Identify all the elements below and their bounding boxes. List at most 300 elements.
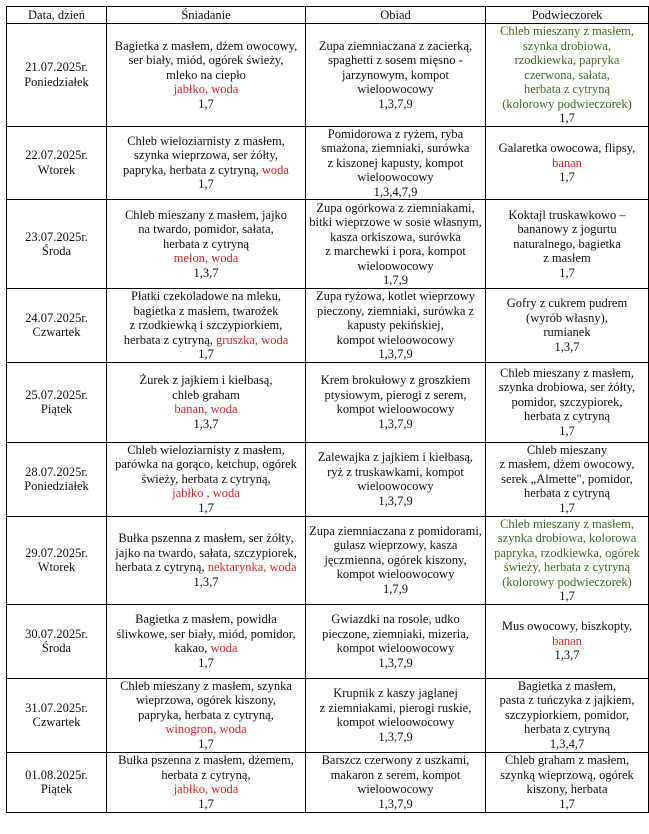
- menu-row: [7, 678, 649, 752]
- lunch-line: [309, 347, 482, 362]
- menu-text: 1,7: [559, 111, 575, 125]
- snack-line: [489, 141, 645, 156]
- snack-cell: [486, 126, 649, 200]
- lunch-line: [309, 259, 482, 274]
- lunch-line: [309, 753, 482, 768]
- lunch-line: [309, 730, 482, 745]
- lunch-line: [309, 53, 482, 68]
- date-text: 30.07.2025r.: [25, 626, 88, 641]
- header-snack: Podwieczorek: [486, 7, 649, 24]
- breakfast-line: [110, 208, 302, 223]
- breakfast-cell: [107, 200, 306, 289]
- menu-text: szczypiorkiem, pomidor,: [504, 707, 630, 722]
- date-text: 31.07.2025r.: [25, 700, 88, 715]
- menu-row: [7, 289, 649, 363]
- menu-text: 1,3,7: [554, 648, 580, 663]
- breakfast-line: [110, 402, 302, 417]
- colorful-snack-text: Chleb mieszany z masłem,: [500, 24, 634, 38]
- lunch-line: [309, 289, 482, 304]
- menu-text: gulasz wieprzowy, kasza: [333, 538, 458, 553]
- lunch-line: [309, 201, 482, 216]
- menu-text: serek „Almette", pomidor,: [501, 471, 633, 486]
- breakfast-cell: [107, 362, 306, 442]
- snack-line: [489, 648, 645, 663]
- menu-text: 1,3,7: [193, 265, 219, 280]
- menu-text: Bagietka z masłem, powidła: [135, 612, 277, 626]
- menu-text: 1,7: [198, 347, 214, 361]
- menu-text: Barszcz czerwony z uszkami,: [321, 753, 470, 767]
- breakfast-line: [110, 222, 302, 237]
- colorful-snack-text: świeży, herbata z cytryną: [503, 560, 631, 574]
- menu-text: szynką wieprzową, ogórek: [500, 767, 634, 782]
- menu-text: herbata z cytryną: [523, 409, 611, 424]
- lunch-cell: [306, 126, 486, 200]
- lunch-cell: [306, 24, 486, 127]
- highlight-text: woda: [210, 641, 238, 655]
- menu-text: 1,7: [198, 500, 214, 515]
- menu-text: 1,7: [559, 170, 575, 184]
- snack-cell: [486, 200, 649, 289]
- breakfast-line: [110, 641, 302, 656]
- highlight-text: jabłko , woda: [172, 486, 240, 501]
- menu-row: [7, 24, 649, 127]
- menu-text: 1,7: [559, 265, 575, 280]
- menu-text: bananowy z jogurtu: [517, 222, 617, 237]
- snack-line: [489, 296, 645, 311]
- menu-text: makaron z serem, kompot: [330, 767, 461, 782]
- snack-line: [489, 693, 645, 708]
- menu-text: ptysiowym, pierogi z serem,: [324, 387, 467, 402]
- colorful-snack-text: rzodkiewka, papryka: [514, 53, 620, 67]
- menu-text: Zupa ziemniaczana z pomidorami,: [309, 523, 482, 538]
- breakfast-line: [110, 318, 302, 333]
- day-name: Poniedziałek: [24, 74, 89, 89]
- snack-cell: [486, 604, 649, 678]
- menu-text: z kiszonej kapusty, kompot: [327, 155, 464, 170]
- menu-text: Zupa ogórkowa z ziemniakami,: [316, 200, 475, 215]
- highlight-text: jabłko, woda: [173, 782, 239, 796]
- lunch-line: [309, 524, 482, 539]
- highlight-text: jabłko, woda: [173, 82, 239, 96]
- menu-text: herbata z cytryną: [162, 236, 250, 251]
- snack-line: [489, 237, 645, 252]
- menu-body: [7, 24, 649, 813]
- lunch-line: [309, 318, 482, 333]
- menu-row: [7, 604, 649, 678]
- lunch-line: [309, 582, 482, 597]
- snack-line: [489, 575, 645, 590]
- breakfast-cell: [107, 442, 306, 516]
- snack-line: [489, 457, 645, 472]
- breakfast-cell: [107, 126, 306, 200]
- lunch-line: [309, 797, 482, 812]
- snack-line: [489, 170, 645, 185]
- lunch-line: [309, 479, 482, 494]
- snack-line: [489, 222, 645, 237]
- menu-text: Chleb graham z masłem,: [504, 753, 630, 767]
- lunch-line: [309, 417, 482, 432]
- menu-text: jarzynowym, kompot: [342, 67, 449, 82]
- day-name: Piątek: [40, 782, 73, 796]
- lunch-line: [309, 494, 482, 509]
- lunch-line: [309, 170, 482, 185]
- lunch-line: [309, 388, 482, 403]
- breakfast-line: [110, 347, 302, 362]
- snack-cell: [486, 678, 649, 752]
- menu-text: smażona, ziemniaki, surówka: [321, 141, 470, 155]
- breakfast-line: [110, 53, 302, 68]
- lunch-line: [309, 373, 482, 388]
- menu-text: spaghetti z sosem mięsno -: [328, 53, 463, 67]
- menu-text: z ziemniakami, pierogi ruskie,: [319, 700, 472, 715]
- menu-text: Krem brokułowy z groszkiem: [320, 373, 471, 387]
- snack-cell: [486, 442, 649, 516]
- snack-line: [489, 768, 645, 783]
- breakfast-cell: [107, 604, 306, 678]
- menu-text: 1,7: [559, 423, 575, 438]
- menu-text: 1,3,7,9: [378, 416, 413, 431]
- menu-text: pasta z tuńczyka z jajkiem,: [499, 693, 635, 708]
- lunch-line: [309, 304, 482, 319]
- date-cell: [7, 362, 107, 442]
- menu-text: 1,7: [198, 96, 214, 111]
- menu-text: rumianek: [543, 325, 591, 340]
- menu-text: Płatki czekoladowe na mleku,: [131, 289, 281, 303]
- breakfast-line: [110, 333, 302, 348]
- menu-text: 1,7: [198, 177, 214, 192]
- menu-text: Żurek z jajkiem i kiełbasą,: [139, 373, 273, 387]
- breakfast-line: [110, 797, 302, 812]
- menu-text: 1,3,4,7,9: [373, 184, 418, 199]
- menu-text: Zalewajka z jajkiem i kiełbasą,: [317, 450, 474, 464]
- menu-row: [7, 126, 649, 200]
- menu-text: wieloowocowy: [357, 82, 434, 96]
- breakfast-cell: [107, 678, 306, 752]
- snack-line: [489, 39, 645, 54]
- menu-text: Pomidorowa z ryżem, ryba: [327, 126, 464, 141]
- lunch-line: [309, 156, 482, 171]
- menu-text: świeży, herbata z cytryną,: [141, 471, 271, 486]
- menu-text: herbata z cytryną,: [115, 560, 208, 574]
- breakfast-line: [110, 679, 302, 694]
- snack-cell: [486, 24, 649, 127]
- breakfast-line: [110, 289, 302, 304]
- lunch-line: [309, 538, 482, 553]
- colorful-snack-text: (kolorowy podwieczorek): [502, 574, 632, 589]
- day-name: Środa: [41, 641, 72, 655]
- menu-text: papryka, herbata z cytryną,: [123, 162, 262, 177]
- lunch-line: [309, 127, 482, 142]
- highlight-text: woda: [261, 162, 289, 177]
- colorful-snack-text: papryka, rzodkiewka, ogórek: [494, 545, 640, 560]
- snack-line: [489, 266, 645, 281]
- snack-line: [489, 395, 645, 410]
- menu-text: herbata z cytryną: [523, 486, 611, 501]
- day-name: Środa: [41, 244, 72, 258]
- snack-line: [489, 679, 645, 694]
- breakfast-line: [110, 612, 302, 627]
- breakfast-line: [110, 627, 302, 642]
- lunch-line: [309, 686, 482, 701]
- menu-text: szynka drobiowa, ser żółty,: [498, 380, 636, 395]
- snack-line: [489, 443, 645, 458]
- menu-text: ser biały, miód, ogórek świeży,: [128, 53, 284, 67]
- breakfast-line: [110, 82, 302, 97]
- menu-text: jajko na twardo, sałata, szczypiorek,: [115, 545, 297, 560]
- menu-text: śliwkowe, ser biały, miód, pomidor,: [116, 626, 296, 641]
- snack-line: [489, 380, 645, 395]
- menu-text: pieczony, ziemniaki, surówka z: [316, 303, 475, 318]
- breakfast-line: [110, 443, 302, 458]
- menu-text: wieprzowa, ogórek kiszony,: [135, 693, 277, 708]
- menu-row: [7, 442, 649, 516]
- menu-text: 1,3,4,7: [549, 736, 585, 751]
- snack-line: [489, 366, 645, 381]
- snack-cell: [486, 752, 649, 812]
- menu-text: Mus owocowy, biszkopty,: [501, 619, 633, 634]
- menu-text: 1,7: [559, 796, 575, 811]
- snack-line: [489, 97, 645, 112]
- date-text: 01.08.2025r.: [25, 767, 88, 782]
- breakfast-line: [110, 373, 302, 388]
- lunch-line: [309, 567, 482, 582]
- snack-line: [489, 311, 645, 326]
- menu-text: Chleb mieszany: [526, 442, 608, 457]
- snack-line: [489, 340, 645, 355]
- breakfast-line: [110, 148, 302, 163]
- snack-line: [489, 156, 645, 171]
- menu-text: 1,7: [559, 500, 575, 515]
- breakfast-line: [110, 134, 302, 149]
- date-cell: [7, 24, 107, 127]
- menu-text: wieloowocowy: [357, 782, 434, 796]
- menu-text: pomidor, szczypiorek,: [511, 394, 623, 409]
- lunch-line: [309, 465, 482, 480]
- menu-text: Krupnik z kaszy jaglanej: [333, 686, 458, 700]
- date-text: 24.07.2025r.: [25, 310, 88, 325]
- lunch-cell: [306, 678, 486, 752]
- breakfast-line: [110, 177, 302, 192]
- snack-line: [489, 472, 645, 487]
- header-lunch: Obiad: [306, 7, 486, 24]
- menu-text: kompot wieloowocowy: [336, 402, 455, 416]
- lunch-cell: [306, 362, 486, 442]
- day-name: Piątek: [40, 402, 73, 416]
- menu-text: kompot wieloowocowy: [336, 641, 455, 655]
- snack-line: [489, 251, 645, 266]
- menu-text: kapusty pekińskiej,: [347, 318, 444, 332]
- snack-line: [489, 546, 645, 561]
- menu-text: herbata z cytryną,: [161, 767, 251, 782]
- date-text: 25.07.2025r.: [25, 387, 88, 402]
- menu-text: 1,3,7,9: [378, 347, 413, 361]
- menu-text: Zupa ryżowa, kotlet wieprzowy: [316, 289, 475, 303]
- breakfast-line: [110, 68, 302, 83]
- menu-text: 1,3,7,9: [378, 796, 413, 811]
- date-text: 29.07.2025r.: [25, 545, 88, 560]
- lunch-line: [309, 141, 482, 156]
- colorful-snack-text: (kolorowy podwieczorek): [502, 96, 632, 111]
- snack-line: [489, 634, 645, 649]
- snack-line: [489, 111, 645, 126]
- highlight-text: melon, woda: [173, 251, 239, 266]
- lunch-line: [309, 656, 482, 671]
- breakfast-line: [110, 417, 302, 432]
- breakfast-line: [110, 304, 302, 319]
- menu-text: herbata z cytryną: [523, 722, 611, 737]
- menu-text: papryka, herbata z cytryną,: [138, 707, 274, 722]
- date-cell: [7, 442, 107, 516]
- breakfast-line: [110, 656, 302, 671]
- menu-text: wieloowocowy: [357, 170, 434, 184]
- snack-cell: [486, 516, 649, 604]
- menu-text: Bułka pszenna z masłem, dżemem,: [118, 753, 294, 767]
- snack-line: [489, 517, 645, 532]
- menu-text: 1,7: [559, 589, 575, 603]
- menu-text: Gwiazdki na rosole, udko: [331, 612, 460, 626]
- snack-line: [489, 53, 645, 68]
- menu-text: wieloowocowy: [357, 479, 434, 493]
- menu-text: Chleb mieszany z masłem,: [500, 365, 634, 380]
- header-breakfast: Śniadanie: [107, 7, 306, 24]
- breakfast-line: [110, 237, 302, 252]
- menu-table: [6, 6, 649, 813]
- highlight-text: banan, woda: [174, 402, 238, 416]
- date-cell: [7, 678, 107, 752]
- day-name: Wtorek: [37, 560, 76, 574]
- lunch-line: [309, 782, 482, 797]
- breakfast-cell: [107, 24, 306, 127]
- snack-line: [489, 797, 645, 812]
- lunch-line: [309, 273, 482, 288]
- date-cell: [7, 604, 107, 678]
- breakfast-cell: [107, 289, 306, 363]
- lunch-line: [309, 768, 482, 783]
- breakfast-line: [110, 266, 302, 281]
- menu-text: kompot wieloowocowy: [336, 715, 455, 729]
- menu-text: z masłem, dżem owocowy,: [499, 457, 635, 472]
- colorful-snack-text: szynka drobiowa,: [522, 38, 612, 53]
- menu-text: wieloowocowy: [357, 258, 434, 273]
- lunch-line: [309, 39, 482, 54]
- menu-text: Chleb mieszany z masłem, szynka: [120, 678, 292, 693]
- snack-line: [489, 782, 645, 797]
- snack-line: [489, 737, 645, 752]
- snack-cell: [486, 362, 649, 442]
- lunch-line: [309, 641, 482, 656]
- snack-line: [489, 531, 645, 546]
- snack-line: [489, 708, 645, 723]
- date-cell: [7, 126, 107, 200]
- snack-line: [489, 82, 645, 97]
- snack-line: [489, 589, 645, 604]
- menu-text: na twardo, pomidor, sałata,: [138, 222, 274, 237]
- highlight-text: gruszka, woda: [216, 332, 289, 347]
- date-cell: [7, 289, 107, 363]
- colorful-snack-text: herbata z cytryną: [523, 82, 611, 96]
- menu-text: jęczmienna, ogórek kiszony,: [324, 552, 467, 567]
- menu-text: 1,3,7: [193, 574, 219, 589]
- menu-text: Zupa ziemniaczana z zacierką,: [318, 38, 473, 53]
- day-name: Czwartek: [32, 325, 81, 340]
- breakfast-line: [110, 97, 302, 112]
- breakfast-line: [110, 693, 302, 708]
- menu-text: 1,7,9: [383, 273, 408, 287]
- menu-text: 1,7,9: [383, 581, 408, 596]
- lunch-line: [309, 627, 482, 642]
- menu-text: kompot wieloowocowy: [336, 567, 455, 582]
- lunch-line: [309, 185, 482, 200]
- menu-text: 1,7: [198, 655, 214, 670]
- header-date-day: Data, dzień: [7, 7, 107, 24]
- menu-text: bitki wieprzowe w sosie własnym,: [309, 215, 482, 229]
- day-name: Poniedziałek: [24, 479, 89, 493]
- date-cell: [7, 516, 107, 604]
- lunch-line: [309, 230, 482, 245]
- date-text: 22.07.2025r.: [25, 148, 88, 163]
- lunch-line: [309, 244, 482, 259]
- snack-line: [489, 619, 645, 634]
- lunch-cell: [306, 752, 486, 812]
- breakfast-line: [110, 531, 302, 546]
- lunch-line: [309, 701, 482, 716]
- breakfast-cell: [107, 516, 306, 604]
- lunch-line: [309, 402, 482, 417]
- lunch-cell: [306, 200, 486, 289]
- breakfast-line: [110, 768, 302, 783]
- menu-text: herbata z cytryną,: [123, 332, 217, 347]
- day-name: Czwartek: [32, 715, 81, 729]
- snack-cell: [486, 289, 649, 363]
- menu-text: kiszony, herbata: [526, 782, 608, 796]
- menu-text: Chleb wieloziarnisty z masłem,: [127, 442, 285, 457]
- lunch-line: [309, 68, 482, 83]
- menu-text: 1,3,7,9: [378, 493, 413, 508]
- menu-text: 1,7: [198, 736, 214, 751]
- lunch-line: [309, 333, 482, 348]
- menu-text: Gofry z cukrem pudrem: [506, 296, 628, 311]
- header-row: [7, 7, 649, 24]
- colorful-snack-text: Chleb mieszany z masłem,: [500, 516, 634, 531]
- menu-row: [7, 362, 649, 442]
- breakfast-line: [110, 708, 302, 723]
- breakfast-line: [110, 39, 302, 54]
- breakfast-line: [110, 163, 302, 178]
- menu-text: 1,3,7,9: [378, 96, 413, 111]
- date-text: 28.07.2025r.: [25, 464, 88, 479]
- lunch-cell: [306, 516, 486, 604]
- snack-line: [489, 560, 645, 575]
- menu-text: bagietka z masłem, twarożek: [133, 303, 279, 318]
- menu-row: [7, 752, 649, 812]
- lunch-line: [309, 612, 482, 627]
- menu-text: kompot wieloowocowy: [336, 332, 455, 347]
- lunch-cell: [306, 289, 486, 363]
- menu-row: [7, 200, 649, 289]
- lunch-line: [309, 82, 482, 97]
- snack-line: [489, 424, 645, 439]
- menu-text: pieczone, ziemniaki, mizeria,: [322, 626, 469, 641]
- menu-text: 1,3,7: [193, 416, 219, 431]
- lunch-line: [309, 715, 482, 730]
- snack-line: [489, 501, 645, 516]
- date-text: 23.07.2025r.: [25, 229, 88, 244]
- menu-text: 1,7: [198, 796, 214, 811]
- menu-text: Chleb mieszany z masłem, jajko: [124, 207, 288, 222]
- menu-text: Bagietka z masłem,: [517, 678, 617, 693]
- menu-row: [7, 516, 649, 604]
- date-text: 21.07.2025r.: [25, 60, 88, 75]
